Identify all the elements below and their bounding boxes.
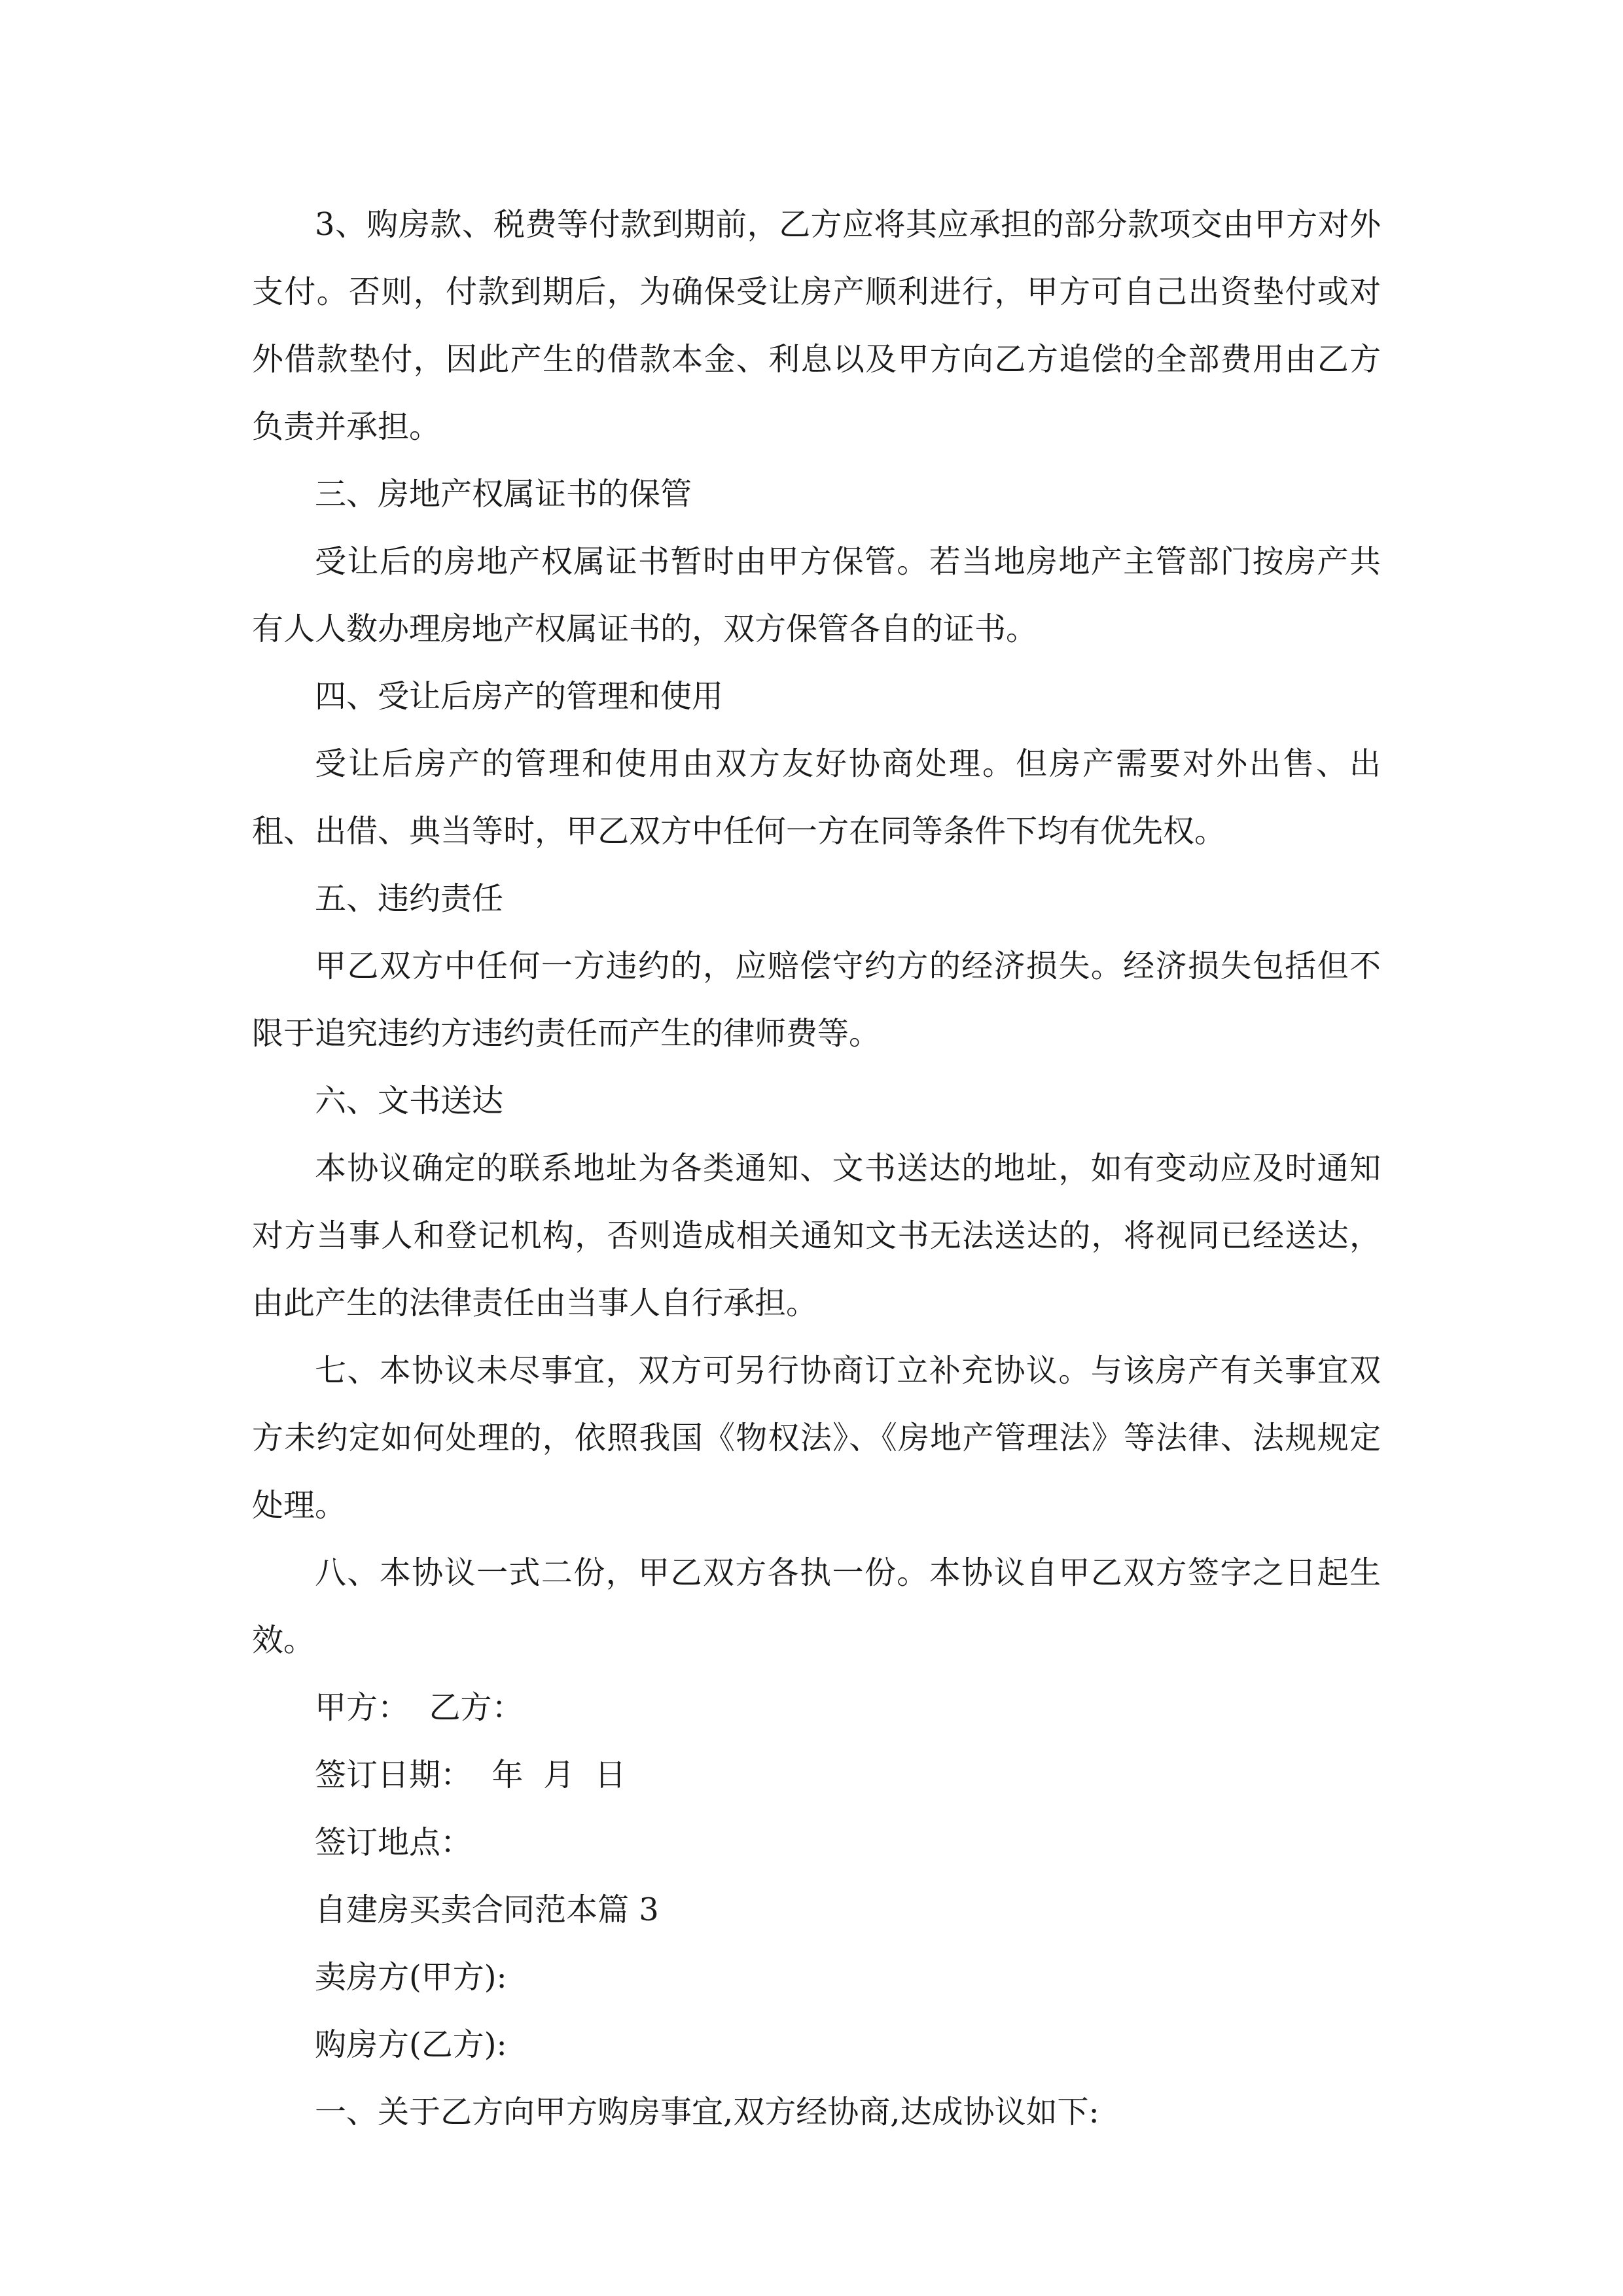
clause-one-line: 一、关于乙方向甲方购房事宜,双方经协商,达成协议如下: — [315, 2094, 1099, 2130]
paragraph-document-delivery: 本协议确定的联系地址为各类通知、文书送达的地址，如有变动应及时通知对方当事人和登记机构，否则造成相关通知文书无法送达的，将视同已经送达，由此产生的法律责任由当事人自行承担。 — [252, 1150, 1381, 1321]
signature-parties-line: 甲方： 乙方： — [315, 1689, 524, 1726]
seller-party-line: 卖房方(甲方): — [315, 1959, 507, 1996]
paragraph-copies-effective: 八、本协议一式二份，甲乙双方各执一份。本协议自甲乙双方签字之日起生效。 — [252, 1554, 1381, 1659]
heading-breach-liability: 五、违约责任 — [315, 880, 504, 917]
heading-document-delivery: 六、文书送达 — [315, 1083, 504, 1119]
buyer-party-line: 购房方(乙方): — [315, 2026, 507, 2063]
heading-certificate-custody: 三、房地产权属证书的保管 — [315, 476, 692, 512]
signing-date-line: 签订日期： 年 月 日 — [315, 1757, 626, 1793]
document-page — [252, 191, 1381, 2146]
paragraph-supplementary-matters: 七、本协议未尽事宜，双方可另行协商订立补充协议。与该房产有关事宜双方未约定如何处理的，依照我国《物权法》、《房地产管理法》等法律、法规规定处理。 — [252, 1352, 1381, 1524]
signing-place-line: 签订地点： — [315, 1824, 473, 1861]
heading-property-management: 四、受让后房产的管理和使用 — [315, 678, 724, 715]
paragraph-certificate-custody: 受让后的房地产权属证书暂时由甲方保管。若当地房地产主管部门按房产共有人人数办理房地产权属证书的，双方保管各自的证书。 — [252, 543, 1381, 647]
paragraph-breach-liability: 甲乙双方中任何一方违约的，应赔偿守约方的经济损失。经济损失包括但不限于追究违约方违约责任而产生的律师费等。 — [252, 948, 1381, 1052]
paragraph-payment-advance: 3、购房款、税费等付款到期前，乙方应将其应承担的部分款项交由甲方对外支付。否则，付款到期后，为确保受让房产顺利进行，甲方可自己出资垫付或对外借款垫付，因此产生的借款本金、利息以及甲方向乙方追偿的全部费用由乙方负责并承担。 — [252, 206, 1381, 445]
paragraph-property-management: 受让后房产的管理和使用由双方友好协商处理。但房产需要对外出售、出租、出借、典当等时，甲乙双方中任何一方在同等条件下均有优先权。 — [252, 745, 1381, 850]
section-title-template-3: 自建房买卖合同范本篇 3 — [315, 1892, 659, 1928]
